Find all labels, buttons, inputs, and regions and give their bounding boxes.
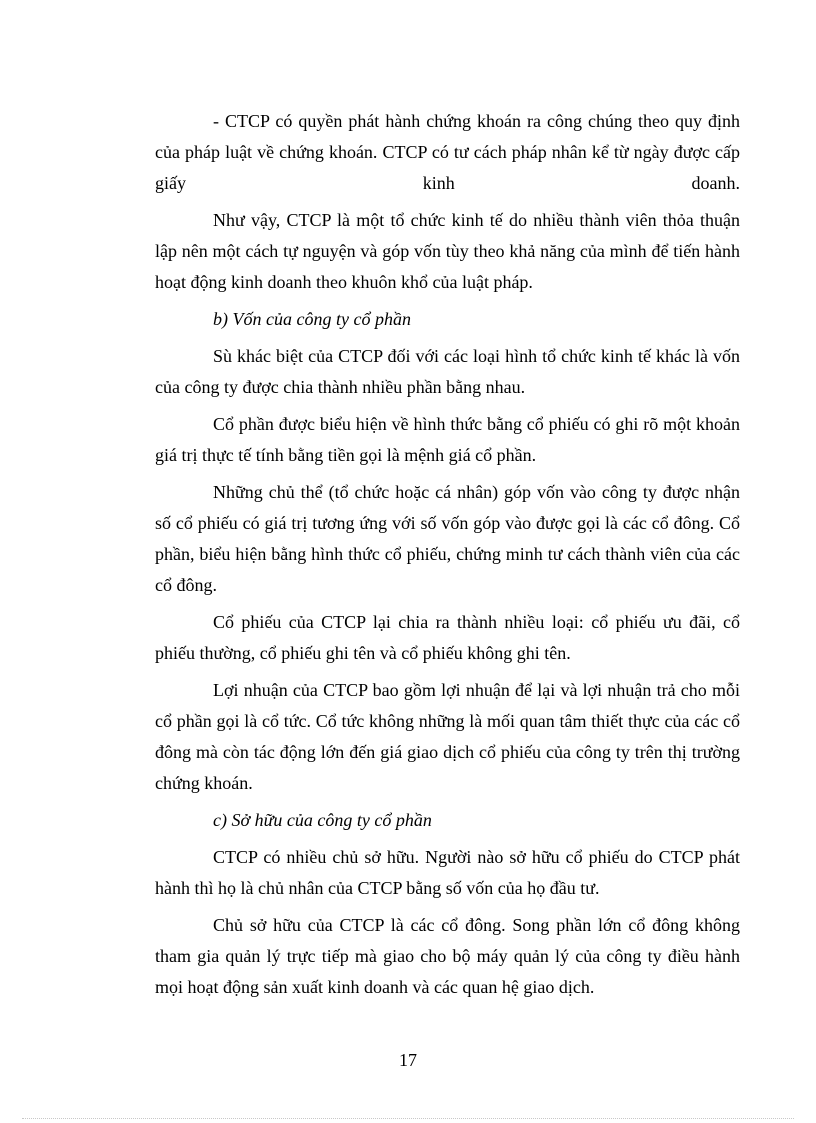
- page-number: 17: [399, 1050, 417, 1070]
- paragraph-capital-difference: Sù khác biệt của CTCP đối với các loại hình tổ chức kinh tế khác là vốn của công ty được chia thành nhiều phần bằng nhau.: [155, 346, 740, 397]
- paragraph-profit-dividend: Lợi nhuận của CTCP bao gồm lợi nhuận để lại và lợi nhuận trả cho mỗi cổ phần gọi là cổ tức. Cổ tức không những là mối quan tâm thiết thực của các cổ đông mà còn tác động lớn đến giá giao dịch cổ phiếu của công ty trên thị trường chứng khoán.: [155, 680, 740, 793]
- paragraph-ctcp-definition: Như vậy, CTCP là một tổ chức kinh tế do nhiều thành viên thỏa thuận lập nên một cách tự nguyện và góp vốn tùy theo khả năng của mình để tiến hành hoạt động kinh doanh theo khuôn khổ của luật pháp.: [155, 210, 740, 292]
- paragraph-owners-management: Chủ sở hữu của CTCP là các cổ đông. Song phần lớn cổ đông không tham gia quản lý trực tiếp mà giao cho bộ máy quản lý của công ty điều hành mọi hoạt động sản xuất kinh doanh và các quan hệ giao dịch.: [155, 915, 740, 997]
- paragraph-share-types: Cổ phiếu của CTCP lại chia ra thành nhiều loại: cổ phiếu ưu đãi, cổ phiếu thường, cổ phiếu ghi tên và cổ phiếu không ghi tên.: [155, 612, 740, 663]
- page-body: [155, 106, 740, 1009]
- paragraph-many-owners: CTCP có nhiều chủ sở hữu. Người nào sở hữu cổ phiếu do CTCP phát hành thì họ là chủ nhân của CTCP bằng số vốn của họ đầu tư.: [155, 847, 740, 898]
- section-heading-ownership: c) Sở hữu của công ty cổ phần: [213, 810, 432, 830]
- paragraph-shares-form: Cổ phần được biểu hiện về hình thức bằng cổ phiếu có ghi rõ một khoản giá trị thực tế tính bằng tiền gọi là mệnh giá cổ phần.: [155, 414, 740, 465]
- paragraph-shareholders: Những chủ thể (tổ chức hoặc cá nhân) góp vốn vào công ty được nhận số cổ phiếu có giá trị tương ứng với số vốn góp vào được gọi là các cổ đông. Cổ phần, biểu hiện bằng hình thức cổ phiếu, chứng minh tư cách thành viên của các cổ đông.: [155, 482, 740, 595]
- page-bottom-divider: [22, 1118, 794, 1119]
- paragraph-ctcp-securities-rights: - CTCP có quyền phát hành chứng khoán ra công chúng theo quy định của pháp luật về chứng khoán. CTCP có tư cách pháp nhân kể từ ngày được cấp giấy kinh doanh.: [155, 111, 740, 193]
- section-heading-capital: b) Vốn của công ty cổ phần: [213, 309, 411, 329]
